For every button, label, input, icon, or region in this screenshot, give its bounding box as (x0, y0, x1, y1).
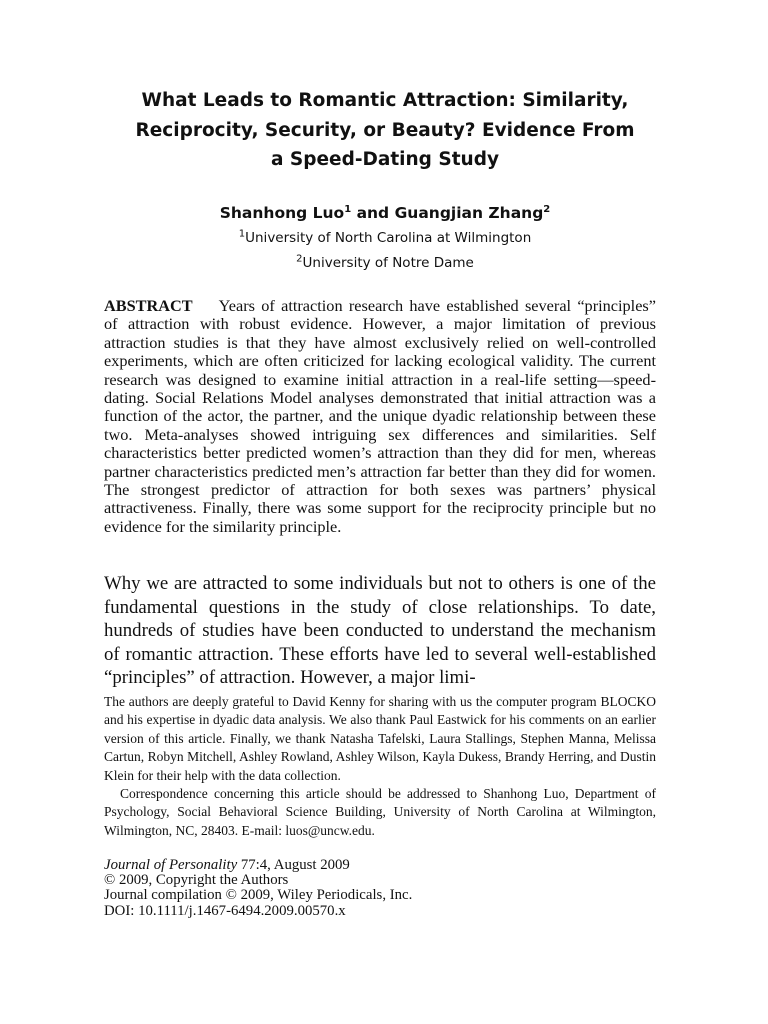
author-1: Shanhong Luo (219, 204, 345, 222)
journal-compilation: Journal compilation © 2009, Wiley Periodicals, Inc. (104, 887, 413, 904)
title-line-2: Reciprocity, Security, or Beauty? Evidence From (135, 119, 635, 141)
title-line-3: a Speed-Dating Study (270, 149, 500, 170)
abstract-label: ABSTRACT (104, 296, 193, 315)
journal-info (104, 858, 656, 919)
affiliation-1 (100, 226, 670, 251)
journal-citation (104, 858, 656, 873)
title-line-1: What Leads to Romantic Attraction: Similarity, (141, 90, 629, 111)
affiliation-2 (100, 251, 670, 276)
footnote-correspondence: Correspondence concerning this article should be addressed to Shanhong Luo, Department of Psychology, Social Behavioral Science Building, University of North Carolina at Wilmington, Wilmington, NC, 28403. E-mail: luos@uncw.edu. (104, 786, 656, 838)
affiliation-1-sup: 1 (238, 228, 246, 240)
affiliation-2-text: University of Notre Dame (302, 255, 474, 271)
journal-name: Journal of Personality (104, 857, 238, 873)
intro-paragraph: Why we are attracted to some individuals but not to others is one of the fundamental questions in the study of close relationships. To date, hundreds of studies have been conducted to understand the mechanism of romantic attraction. These efforts have led to several well-established “principles” of attraction. However, a major limi- (104, 573, 656, 689)
author-1-sup: 1 (344, 203, 352, 215)
article-title (100, 86, 670, 175)
author-2-sup: 2 (543, 203, 551, 215)
journal-doi: DOI: 10.1111/j.1467-6494.2009.00570.x (104, 902, 346, 919)
footnote-acknowledgment: The authors are deeply grateful to David Kenny for sharing with us the computer program BLOCKO and his expertise in dyadic data analysis. We also thank Paul Eastwick for his comments on an earlier version of this article. Finally, we thank Natasha Tafelski, Laura Stallings, Stephen Manna, Melissa Cartun, Robyn Mitchell, Ashley Rowland, Ashley Wilson, Kayla Dukess, Brandy Herring, and Dustin Klein for their help with the data collection. (104, 694, 656, 783)
abstract-text: Years of attraction research have established several “principles” of attraction with robust evidence. However, a major limitation of previous attraction studies is that they have almost exclusively relied on well-controlled experiments, which are often criticized for lacking ecological validity. The current research was designed to examine initial attraction in a real-life setting—speed-dating. Social Relations Model analyses demonstrated that initial attraction was a function of the actor, the partner, and the unique dyadic relationship between these two. Meta-analyses showed intriguing sex differences and similarities. Self characteristics better predicted women’s attraction than they did for men, whereas partner characteristics predicted men’s attraction far better than they did for women. The strongest predictor of attraction for both sexes was partners’ physical attractiveness. Finally, there was some support for the reciprocity principle but no evidence for the similarity principle. (104, 296, 656, 536)
author-connector: and (351, 204, 395, 222)
footnote (104, 693, 656, 840)
journal-issue: 77:4, August 2009 (237, 857, 350, 873)
affiliation-1-text: University of North Carolina at Wilmington (245, 230, 532, 246)
author-block (100, 200, 670, 276)
journal-copyright: © 2009, Copyright the Authors (104, 872, 289, 889)
affiliation-2-sup: 2 (296, 253, 303, 265)
title-block (100, 86, 670, 175)
abstract (104, 297, 656, 536)
author-2: Guangjian Zhang (394, 204, 544, 222)
author-line (100, 200, 670, 226)
